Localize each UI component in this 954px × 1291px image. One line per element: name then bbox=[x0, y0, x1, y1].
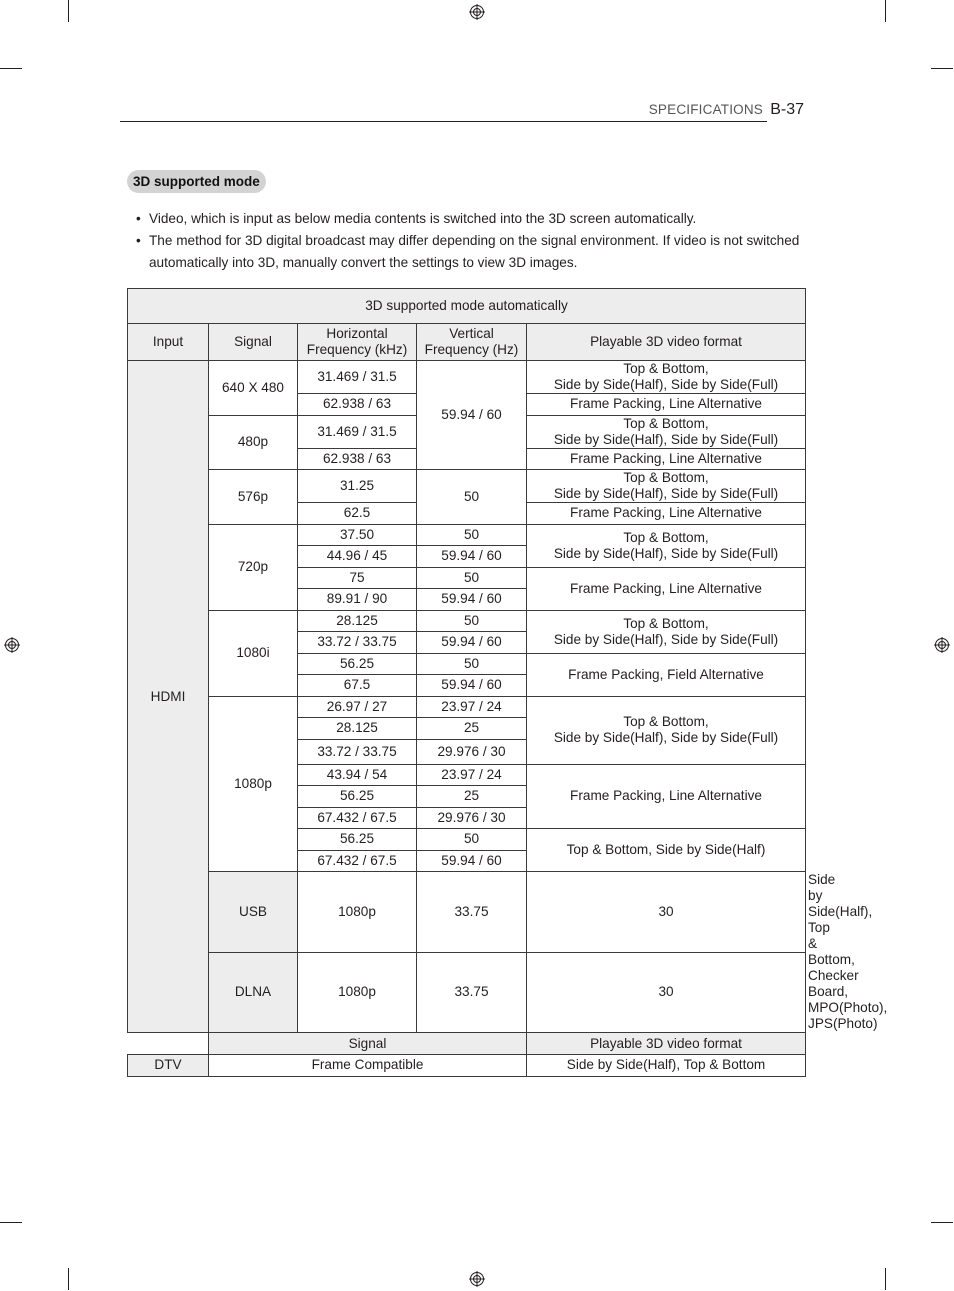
hfreq-cell: 67.432 / 67.5 bbox=[298, 850, 417, 872]
crop-mark bbox=[68, 1268, 69, 1290]
blank-cell bbox=[128, 1033, 209, 1055]
header-signal: Signal bbox=[209, 324, 298, 361]
hfreq-cell: 67.432 / 67.5 bbox=[298, 807, 417, 829]
input-hdmi: HDMI bbox=[128, 361, 209, 1033]
hfreq-cell: 62.5 bbox=[298, 503, 417, 525]
registration-mark-icon bbox=[934, 637, 950, 653]
crop-mark bbox=[0, 68, 22, 69]
format-cell: Frame Packing, Line Alternative bbox=[527, 448, 806, 470]
bullet-item: • The method for 3D digital broadcast may differ depending on the signal environment. If video is not switched automatically into 3D, manually convert the settings to view 3D images. bbox=[136, 230, 816, 274]
hfreq-cell: 67.5 bbox=[298, 675, 417, 697]
vfreq-cell: 50 bbox=[417, 524, 527, 546]
vfreq-cell: 59.94 / 60 bbox=[417, 589, 527, 611]
hfreq-cell: 28.125 bbox=[298, 610, 417, 632]
vfreq-cell: 29.976 / 30 bbox=[417, 807, 527, 829]
dtv-format: Side by Side(Half), Top & Bottom bbox=[527, 1055, 806, 1077]
registration-mark-icon bbox=[469, 1271, 485, 1287]
signal-480p: 480p bbox=[209, 415, 298, 470]
dtv-signal: Frame Compatible bbox=[209, 1055, 527, 1077]
input-dlna: DLNA bbox=[209, 952, 298, 1033]
vfreq-cell: 50 bbox=[417, 610, 527, 632]
crop-mark bbox=[0, 1222, 22, 1223]
vfreq-cell: 50 bbox=[417, 829, 527, 851]
format-cell: Top & Bottom, Side by Side(Half), Side by Side(Full) bbox=[527, 524, 806, 567]
vfreq-cell: 25 bbox=[417, 718, 527, 740]
section-title: 3D supported mode bbox=[127, 170, 266, 193]
vfreq-cell: 25 bbox=[417, 786, 527, 808]
crop-mark bbox=[885, 0, 886, 22]
format-cell: Top & Bottom, Side by Side(Half), Side by Side(Full) bbox=[527, 415, 806, 448]
vfreq-cell: 59.94 / 60 bbox=[417, 850, 527, 872]
format-cell: Frame Packing, Line Alternative bbox=[527, 764, 806, 829]
format-cell: Top & Bottom, Side by Side(Half) bbox=[527, 829, 806, 872]
header-rule bbox=[120, 121, 767, 122]
page-header bbox=[649, 101, 804, 119]
vfreq-cell: 29.976 / 30 bbox=[417, 739, 527, 764]
registration-mark-icon bbox=[469, 4, 485, 20]
signal-1080p: 1080p bbox=[209, 696, 298, 872]
vfreq-cell: 30 bbox=[527, 952, 806, 1033]
signal-576p: 576p bbox=[209, 470, 298, 525]
section-name: SPECIFICATIONS bbox=[648, 102, 764, 117]
vfreq-cell: 59.94 / 60 bbox=[417, 546, 527, 568]
vfreq-cell: 50 bbox=[417, 653, 527, 675]
dtv-header-signal: Signal bbox=[209, 1033, 527, 1055]
format-cell: Top & Bottom, Side by Side(Half), Side by Side(Full) bbox=[527, 696, 806, 764]
format-cell: Frame Packing, Field Alternative bbox=[527, 653, 806, 696]
hfreq-cell: 89.91 / 90 bbox=[298, 589, 417, 611]
bullet-list bbox=[136, 208, 816, 274]
hfreq-cell: 28.125 bbox=[298, 718, 417, 740]
signal-720p: 720p bbox=[209, 524, 298, 610]
header-vfreq: Vertical Frequency (Hz) bbox=[417, 324, 527, 361]
hfreq-cell: 33.72 / 33.75 bbox=[298, 632, 417, 654]
hfreq-cell: 56.25 bbox=[298, 829, 417, 851]
format-cell: Frame Packing, Line Alternative bbox=[527, 394, 806, 416]
format-cell: Top & Bottom, Side by Side(Half), Side by Side(Full) bbox=[527, 470, 806, 503]
3d-mode-table: 3D supported mode automatically Input Signal Horizontal Frequency (kHz) Vertical Frequency (Hz) Playable 3D video format HDMI 640 X 480 31.469 / 31.5 59.94 / 60 Top & Bottom, Side by Side(Half), Side by Side(Full) 62.938 / 63 Frame Packing, Line Alternative 480p 31.469 / 31.5 Top & Bottom, Side by Side(Half), Side by Side(Full) 62.938 / 63 Frame Packing, Line Alternative 576p 31.25 50 Top & Bottom, Side by Side(Half), Side by Side(Full) 62.5 Frame Packing, Line Alternative 720p 37.50 50 Top & Bottom, Side by Side(Half), Side by Side(Full) 44.96 / 45 59.94 / 60 75 50 Frame Packing, Line Alternative 89.91 / 90 59.94 / 60 1080i 28.125 50 Top & Bottom, Side by Side(Half), Side by Side(Full) 33.72 / 33.75 59.94 / 60 56.25 50 Frame Packing, Field Alternative 67.5 59.94 / 60 1080p 26.97 / 27 23.97 / 24 Top & Bottom, Side by Side(Half), Side by Side(Full) 28.125 25 33.72 / 33.75 29.976 / 30 43.94 / 54 23.97 / 24 Frame Packing, Line Alternative 56.25 25 67.432 / 67.5 29.976 / 30 56.25 50 Top & Bottom, Side by Side(Half) 67.432 / 67.5 59.94 / 60 USB 1080p 33.75 30 Side by Side(Half), Top & Bottom, Checker Board, MPO(Photo), JPS(Photo) DLNA 1080p 33.75 30 Signal Playable 3D video format DTV Frame Compatible Side by Side(Half), Top & Bottom bbox=[127, 288, 806, 1077]
page-number: B-37 bbox=[770, 101, 804, 118]
header-format: Playable 3D video format bbox=[527, 324, 806, 361]
vfreq-cell: 59.94 / 60 bbox=[417, 675, 527, 697]
hfreq-cell: 37.50 bbox=[298, 524, 417, 546]
input-dtv: DTV bbox=[128, 1055, 209, 1077]
hfreq-cell: 75 bbox=[298, 567, 417, 589]
crop-mark bbox=[885, 1268, 886, 1290]
hfreq-cell: 33.72 / 33.75 bbox=[298, 739, 417, 764]
input-usb: USB bbox=[209, 872, 298, 953]
header-hfreq: Horizontal Frequency (kHz) bbox=[298, 324, 417, 361]
vfreq-cell: 59.94 / 60 bbox=[417, 361, 527, 470]
hfreq-cell: 43.94 / 54 bbox=[298, 764, 417, 786]
format-cell: Top & Bottom, Side by Side(Half), Side by Side(Full) bbox=[527, 361, 806, 394]
hfreq-cell: 44.96 / 45 bbox=[298, 546, 417, 568]
hfreq-cell: 56.25 bbox=[298, 786, 417, 808]
bullet-item: • Video, which is input as below media contents is switched into the 3D screen automatically. bbox=[136, 208, 816, 230]
registration-mark-icon bbox=[4, 637, 20, 653]
vfreq-cell: 50 bbox=[417, 470, 527, 525]
vfreq-cell: 30 bbox=[527, 872, 806, 953]
signal-usb: 1080p bbox=[298, 872, 417, 953]
hfreq-cell: 26.97 / 27 bbox=[298, 696, 417, 718]
hfreq-cell: 31.25 bbox=[298, 470, 417, 503]
vfreq-cell: 23.97 / 24 bbox=[417, 764, 527, 786]
header-input: Input bbox=[128, 324, 209, 361]
dtv-header-format: Playable 3D video format bbox=[527, 1033, 806, 1055]
crop-mark bbox=[931, 1222, 953, 1223]
hfreq-cell: 33.75 bbox=[417, 872, 527, 953]
crop-mark bbox=[68, 0, 69, 22]
hfreq-cell: 62.938 / 63 bbox=[298, 448, 417, 470]
hfreq-cell: 31.469 / 31.5 bbox=[298, 415, 417, 448]
format-cell: Frame Packing, Line Alternative bbox=[527, 503, 806, 525]
signal-640x480: 640 X 480 bbox=[209, 361, 298, 416]
hfreq-cell: 62.938 / 63 bbox=[298, 394, 417, 416]
crop-mark bbox=[931, 68, 953, 69]
table-title: 3D supported mode automatically bbox=[128, 289, 806, 324]
format-cell: Top & Bottom, Side by Side(Half), Side by Side(Full) bbox=[527, 610, 806, 653]
signal-1080i: 1080i bbox=[209, 610, 298, 696]
signal-dlna: 1080p bbox=[298, 952, 417, 1033]
hfreq-cell: 31.469 / 31.5 bbox=[298, 361, 417, 394]
hfreq-cell: 33.75 bbox=[417, 952, 527, 1033]
hfreq-cell: 56.25 bbox=[298, 653, 417, 675]
format-cell: Frame Packing, Line Alternative bbox=[527, 567, 806, 610]
vfreq-cell: 23.97 / 24 bbox=[417, 696, 527, 718]
vfreq-cell: 50 bbox=[417, 567, 527, 589]
vfreq-cell: 59.94 / 60 bbox=[417, 632, 527, 654]
